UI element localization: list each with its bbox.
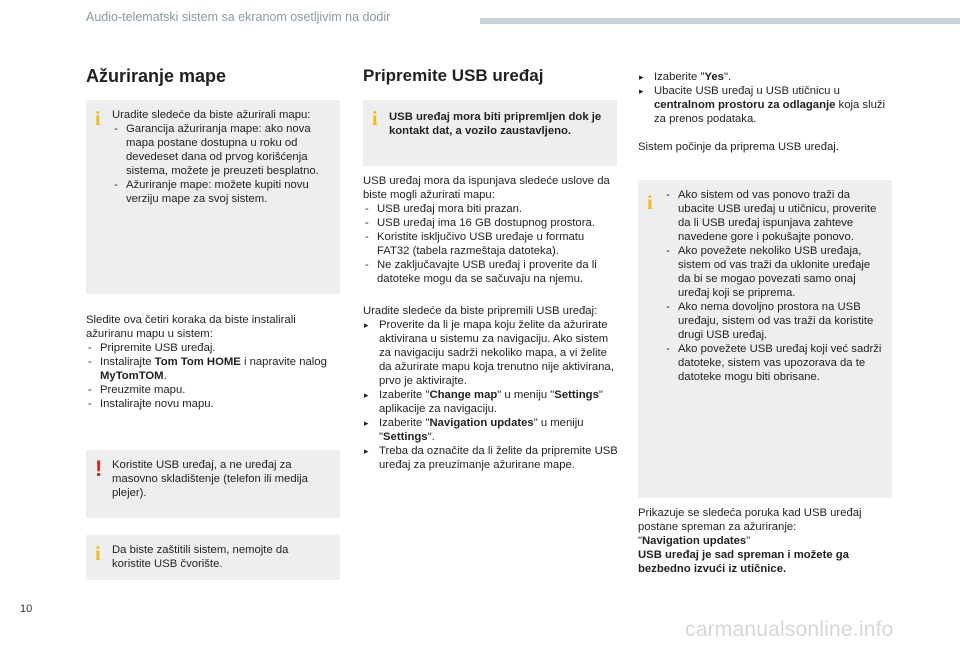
info-box-map-update	[86, 100, 340, 294]
final-message-body: USB uređaj je sad spreman i možete ga bezbedno izvući iz utičnice.	[638, 549, 849, 575]
list-item: - Garancija ažuriranja mape: ako nova mapa postane dostupna u roku od devedeset dana od prvog korišćenja sistema, možete je preuzeti besplatno.	[112, 122, 330, 178]
text: " u meniju "	[379, 417, 584, 443]
list-item: - Ako povežete USB uređaj koji već sadrži datoteke, sistem vas upozorava da te datoteke mogu biti obrisane.	[664, 342, 882, 384]
text: koja služi za prenos podataka.	[654, 99, 886, 125]
watermark: carmanualsonline.info	[685, 618, 894, 641]
bold-text: Settings	[383, 431, 428, 443]
list-item	[363, 416, 621, 444]
text: Ubacite USB uređaj u USB utičnicu u	[654, 85, 840, 97]
list-item: - Pripremite USB uređaj.	[86, 341, 342, 355]
list-item: - Ne zaključavajte USB uređaj i proverite da li datoteke mogu da se sačuvaju na njemu.	[363, 258, 619, 286]
prepare-steps	[363, 304, 621, 472]
list-item: - Instalirajte novu mapu.	[86, 397, 342, 411]
bold-text: Settings	[554, 389, 599, 401]
info-text: USB uređaj mora biti pripremljen dok je kontakt dat, a vozilo zaustavljeno.	[389, 111, 602, 137]
header-bar	[480, 18, 960, 24]
text: "	[746, 535, 751, 547]
list-item	[86, 355, 342, 383]
triangle-right-icon: ▸	[364, 418, 369, 428]
list-item: - USB uređaj mora biti prazan.	[363, 202, 619, 216]
final-intro: Prikazuje se sledeća poruka kad USB uređaj postane spreman za ažuriranje:	[638, 507, 862, 533]
list-item	[638, 70, 888, 84]
list-item: - Koristite isključivo USB uređaje u formatu FAT32 (tabela razmeštaja datoteka).	[363, 230, 619, 258]
bold-text: centralnom prostoru za odlaganje	[654, 99, 836, 111]
final-message-title	[638, 534, 894, 548]
warning-text: Koristite USB uređaj, a ne uređaj za masovno skladištenje (telefon ili medija plejer).	[112, 459, 308, 499]
info-icon: i	[95, 108, 101, 130]
warning-icon: !	[95, 456, 103, 481]
text: .	[163, 370, 167, 382]
bold-text: Navigation updates	[429, 417, 534, 429]
select-steps	[638, 70, 888, 154]
text: i napravite nalog	[240, 356, 327, 368]
list-item	[363, 388, 621, 416]
triangle-right-icon: ▸	[364, 320, 369, 330]
bold-text: Navigation updates	[642, 535, 747, 547]
text: Instalirajte	[100, 356, 155, 368]
heading-map-update: Ažuriranje mape	[86, 66, 227, 86]
text: Izaberite "	[379, 417, 430, 429]
text: " aplikacije za navigaciju.	[379, 389, 603, 415]
header-title: Audio-telematski sistem sa ekranom osetljivim na dodir	[86, 10, 391, 24]
bold-text: Yes	[704, 71, 724, 83]
heading-prepare-usb: Pripremite USB uređaj	[363, 66, 544, 85]
bold-text: MyTomTOM	[100, 370, 164, 382]
triangle-right-icon: ▸	[639, 72, 644, 82]
text: " u meniju "	[497, 389, 555, 401]
box-intro: Uradite sledeće da biste ažurirali mapu:	[112, 109, 311, 121]
list-item	[638, 84, 888, 126]
bold-text: Change map	[429, 389, 498, 401]
info-box-prepare	[363, 100, 617, 166]
system-starts-text: Sistem počinje da priprema USB uređaj.	[638, 141, 839, 153]
steps-intro: Sledite ova četiri koraka da biste instalirali ažuriranu mapu u sistem:	[86, 314, 296, 340]
list-item: - Ažuriranje mape: možete kupiti novu verziju mape za svoj sistem.	[112, 178, 330, 206]
list-item	[363, 318, 621, 388]
text: Proverite da li je mapa koju želite da ažurirate aktivirana u sistemu za navigaciju. Ako sistem za navigaciju sadrži nekoliko mapa, a vi želite da ažurirate mapu koja trenutno nije aktivirana, prvo je aktivirajte.	[379, 319, 614, 387]
triangle-right-icon: ▸	[639, 86, 644, 96]
bold-text: Tom Tom HOME	[154, 356, 241, 368]
text: Izaberite "	[654, 71, 705, 83]
info-icon: i	[95, 543, 101, 565]
warning-box	[86, 450, 340, 518]
info-box-usb-hub	[86, 535, 340, 580]
page-number: 10	[20, 603, 33, 615]
ready-message	[638, 506, 894, 576]
text: Treba da označite da li želite da pripremite USB uređaj za preuzimanje ažurirane mape.	[379, 445, 618, 471]
info-box-notes	[638, 180, 892, 498]
prep-intro: Uradite sledeće da biste pripremili USB uređaj:	[363, 305, 598, 317]
text: Izaberite "	[379, 389, 430, 401]
info-icon: i	[647, 192, 653, 214]
list-item: - USB uređaj ima 16 GB dostupnog prostora.	[363, 216, 619, 230]
text: ".	[723, 71, 732, 83]
list-item: - Ako nema dovoljno prostora na USB uređaju, sistem od vas traži da koristite drugi USB uređaj.	[664, 300, 882, 342]
info-icon: i	[372, 108, 378, 130]
requirements-section	[363, 174, 619, 286]
info-text: Da biste zaštitili sistem, nemojte da koristite USB čvorište.	[112, 544, 289, 570]
list-item: - Ako sistem od vas ponovo traži da ubacite USB uređaj u utičnicu, proverite da li USB uređaj ispunjava zahteve navedene gore i pokušajte ponovo.	[664, 188, 882, 244]
triangle-right-icon: ▸	[364, 446, 369, 456]
req-intro: USB uređaj mora da ispunjava sledeće uslove da biste mogli ažurirati mapu:	[363, 175, 610, 201]
steps-section	[86, 313, 342, 411]
text: "	[638, 535, 643, 547]
text: ".	[427, 431, 435, 443]
list-item: - Preuzmite mapu.	[86, 383, 342, 397]
triangle-right-icon: ▸	[364, 390, 369, 400]
list-item: - Ako povežete nekoliko USB uređaja, sistem od vas traži da uklonite uređaje da bi se mogao povezati samo onaj uređaj koji se priprema.	[664, 244, 882, 300]
list-item	[363, 444, 621, 472]
